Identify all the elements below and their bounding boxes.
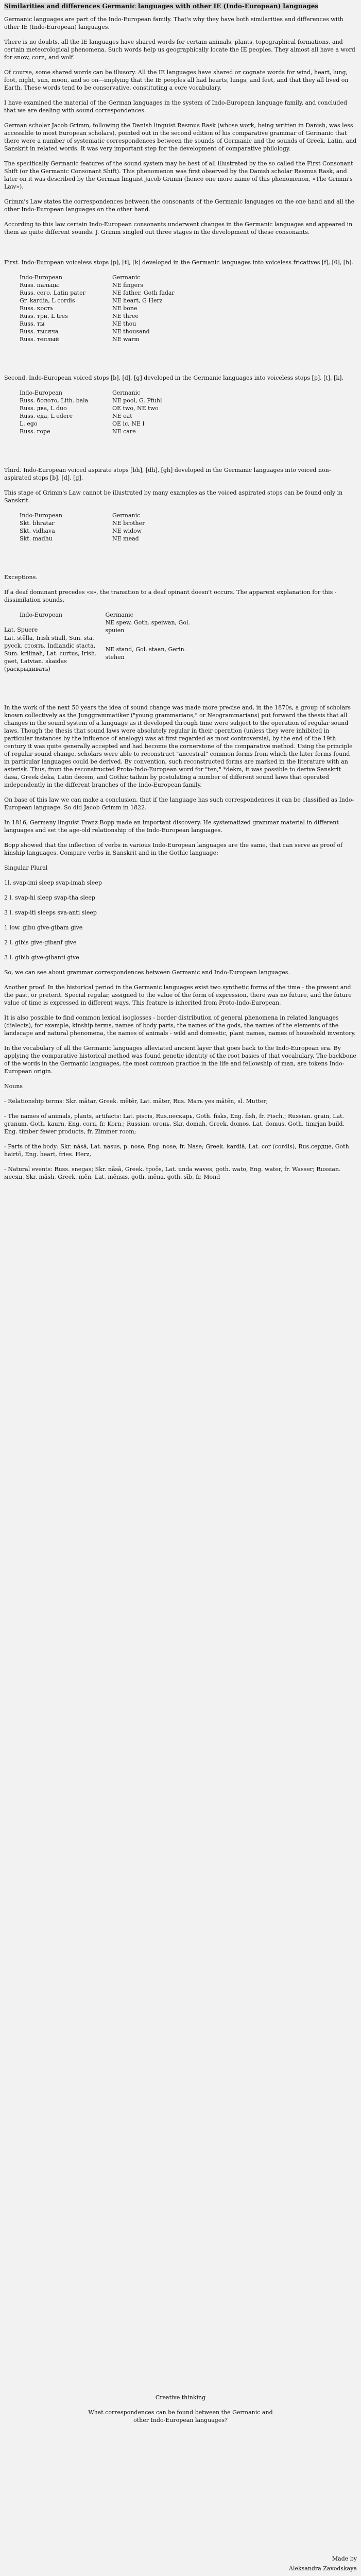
table-row: Russ. еда, L edere NE eat xyxy=(20,413,132,419)
conjugation-line: 3 l. svap-iti sleeps sva-anti sleep xyxy=(4,909,97,916)
table-row: Russ. два, L duo OE two, NE two xyxy=(20,405,159,412)
table-row: Skt. vidhava NE widow xyxy=(20,528,142,534)
table-row: Russ. горе NE care xyxy=(20,428,136,435)
table-row: Skt. madhu NE mead xyxy=(20,535,139,542)
first-stage-table xyxy=(4,274,215,343)
intro-paragraph: German scholar Jacob Grimm, following the Danish linguist Rasmus Rask (whose work, being written in Danish, was less accessible to most European scholars), pointed out in the second edition of his comparative grammar of Germanic that there were a number of systematic correspondences between the sounds of Germanic and the sounds of Greek, Latin, and Sanskrit in related words. It was very important step for the development of comparative philology. xyxy=(4,122,357,152)
exceptions-table xyxy=(4,611,200,673)
table-row: Gr. kardia, L cordis NE heart, G Herz xyxy=(20,297,163,304)
intro-paragraph: The specifically Germanic features of the sound system may be best of all illustrated by the so called the First Consonant Shift (or the Germanic Consonant Shift). This phenomenon was first observed by the Danish scholar Rasmus Rask, and later on it was described by the German linguist Jacob Grimm (hence one more name of this phenomenon, «The Grimm's Law»). xyxy=(4,160,353,190)
nouns-heading: Nouns xyxy=(4,1083,23,1090)
body-paragraph: So, we can see about grammar correspondences between Germanic and Indo-European languages. xyxy=(4,969,290,976)
table-row: Russ. три, L tres NE three xyxy=(20,313,139,319)
author-name: Aleksandra Zavodskaya xyxy=(289,2565,357,2572)
body-paragraph: In the work of the next 50 years the idea of sound change was made more precise and, in the 1870s, a group of scholars known collectively as the Junggrammatiker ("young grammarians," or Neogrammarians) put forward the thesis that all changes in the sound system of a language as it developed through time were subject to the operation of regular sound laws. Though the thesis that sound laws were absolutely regular in their operation (unless they were inhibited in particular instances by the influence of analogy) was at first regarded as most controversial, by the end of the 19th century it was quite generally accepted and had become the cornerstone of the comparative method. Using the principle of regular sound change, scholars were able to reconstruct "ancestral" common forms from which the later forms found in particular languages could be derived. By convention, such reconstructed forms are marked in the literature with an asterisk. Thus, from the reconstructed Proto-Indo-European word for "ten," *dekm, it was possible to derive Sanskrit dasa, Greek deka, Latin decem, and Gothic taihun by postulating a number of different sound laws that operated independently in the different branches of the Indo-European family. xyxy=(4,704,353,788)
conjugation-line: 1 low. gibu give-gibam give xyxy=(4,924,83,931)
first-stage-lead: First. Indo-European voiceless stops [p], [t], [k] developed in the Germanic languages into voiceless fricatives [f], [θ], [h]. xyxy=(4,259,353,266)
intro-paragraph: There is no doubts, all the IE languages have shared words for certain animals, plants, topographical formations, and certain meteorological phenomena. Such words help us geographically locate the IE peoples. They almost all have a word for snow, corn, and wolf. xyxy=(4,39,355,61)
document-title: Similarities and differences Germanic languages with other IE (Indo-European) languages xyxy=(4,3,319,10)
table-row: Russ. тысяча NE thousand xyxy=(20,328,150,335)
exceptions-lead: If a deaf dominant precedes «s», the transition to a deaf opinant doesn't occurs. The apparent explanation for this - dissimilation sounds. xyxy=(4,589,337,603)
table-header-germanic: Germanic xyxy=(105,612,133,618)
table-header-germanic: Germanic xyxy=(112,274,141,281)
table-header-row xyxy=(4,611,200,619)
body-paragraph: Another proof. In the historical period in the Germanic languages exist two synthetic forms of the time - the present and the past, or preterit. Special regular, assigned to the value of the form of expression, there was no future, and the future value of time is expressed in different ways. This feature is inherited from Proto-Indo-European. xyxy=(4,984,352,1006)
intro-paragraph: I have examined the material of the German languages in the system of Indo-European language family, and concluded that we are dealing with sound correspondences. xyxy=(4,99,347,114)
table-row: L. ego OE ic, NE I xyxy=(20,420,145,427)
body-paragraph: It is also possible to find common lexical isoglosses - border distribution of general phenomena in related languages (dialects), for example, kinship terms, names of body parts, the names of the gods, the names of the elements of the landscape and natural phenomena, the names of animals - wild and domestic, plant names, names of household inventory. xyxy=(4,1014,356,1037)
intro-paragraph: Of course, some shared words can be illusory. All the IE languages have shared or cognate words for wind, heart, lung, foot, night, sun, moon, and so on—implying that the IE peoples all had hearts, lungs, and feet, and that they all lived on Earth. These words tend to be conservative, constituting a core vocabulary. xyxy=(4,69,349,91)
nouns-list-item: - Natural events: Russ. snegas; Skr. nāsā, Greek. tpoōs, Lat. unda waves, goth. wato, Eng. water, fr. Wasser; Russian. месяц, Skr. māsh, Greek. mēn, Lat. mēnsis, goth. mēna, goth. sīb, fr. Mond xyxy=(4,1166,341,1180)
made-by-label: Made by xyxy=(332,2555,357,2562)
body-paragraph: On base of this law we can make a conclusion, that if the language has such correspondences it can be classified as Indo-European language. So did Jacob Grimm in 1822. xyxy=(4,796,354,811)
table-header-ie: Indo-European xyxy=(20,512,62,519)
conjugation-line: 3 l. gibib give-gibanti give xyxy=(4,954,79,961)
nouns-list-item: - The names of animals, plants, artifacts: Lat. piscis, Rus.пескарь, Goth. fisks, Eng. fish, fr. Fisch,; Russian. grain, Lat. granum, Goth. kaurn, Eng. corn, fr. Korn,; Russian. огонь, Skr. domah, Greek. domos, Lat. domus, Goth. timrjan build, Eng. timber fewer products, fr. Zimmer room; xyxy=(4,1113,345,1135)
table-row: Russ. пальцы NE fingers xyxy=(20,282,144,289)
creative-thinking-question: What correspondences can be found between the Germanic and other Indo-European languages? xyxy=(88,2409,273,2424)
intro-paragraph: According to this law certain Indo-European consonants underwent changes in the Germanic languages and appeared in them as quite different sounds. J. Grimm singled out three stages in the development of these consonants. xyxy=(4,221,353,235)
nouns-list-item: - Relationship terms: Skr. mātar, Greek. mētēr, Lat. māter, Rus. Мать yes mātēn, sl. Mutter; xyxy=(4,1098,268,1105)
conjugation-line: 1l. svap-imi sleep svap-imah sleep xyxy=(4,879,102,886)
table-row: Lat. Spuere NE spew, Goth. speiwan, Gol. spuien xyxy=(4,619,190,634)
table-header-germanic: Germanic xyxy=(112,389,141,396)
conjugation-line: 2 l. gibis give-gibanf give xyxy=(4,939,77,946)
table-header-ie: Indo-European xyxy=(20,389,62,396)
table-header-germanic: Germanic xyxy=(112,512,141,519)
table-row: Russ. теплый NE warm xyxy=(20,336,140,343)
third-stage-table xyxy=(4,512,215,543)
table-row: Lat. stēlla, Irish stiall, Sun. sta, pycck. стоять, Indiandic stacta, Sum. krilinah, Lat. curtus, Irish. gaet, Latvian. skaidas (раскрыдивать) NE stand, Gol. staan, Gerin. stehen xyxy=(4,635,186,672)
table-header-row xyxy=(4,274,215,281)
body-paragraph: Bopp showed that the inflection of verbs in various Indo-European languages are the same, that can serve as proof of kinship languages. Compare verbs in Sanskrit and in the Gothic language: xyxy=(4,842,343,856)
table-row: Skt. bhratar NE brother xyxy=(20,520,145,527)
second-stage-table xyxy=(4,389,215,435)
table-header-ie: Indo-European xyxy=(20,274,62,281)
third-stage-lead: Third. Indo-European voiced aspirate stops [bh], [dh], [gh] developed in the Germanic languages into voiced non-aspirated stops [b], [d], [g]. xyxy=(4,467,331,481)
exceptions-title: Exceptions. xyxy=(4,574,38,581)
table-header-ie: Indo-European xyxy=(20,612,62,618)
intro-paragraph: Grimm's Law states the correspondences between the consonants of the Germanic languages on the one hand and all the other Indo-European languages on the other hand. xyxy=(4,198,355,213)
nouns-list-item: - Parts of the body: Skr. nāsā, Lat. nasus, p. nose, Eng. nose, fr. Nase; Greek. kardiā, Lat. cor (cordis), Rus.сердце, Goth. hairtō, Eng. heart, fries. Herz, xyxy=(4,1143,351,1158)
table-row: Russ. болото, Lith. bala NE pool, G. Pfuhl xyxy=(20,397,162,404)
body-paragraph: In the vocabulary of all the Germanic languages alleviated ancient layer that goes back to the Indo-European era. By applying the comparative historical method was found genetic identity of the root basics of that vocabulary. The backbone of the words in the Germanic languages, the most common practice in the life and fellowship of man, are tokens Indo-European origin. xyxy=(4,1045,356,1075)
table-header-row xyxy=(4,389,215,397)
singular-plural-title: Singular Plural xyxy=(4,865,48,871)
table-row: Russ. ты NE thou xyxy=(20,320,136,327)
table-row: Russ. кость NE bone xyxy=(20,305,137,312)
body-paragraph: In 1816, Germany linguist Franz Bopp made an important discovery. He systematized grammar material in different languages and set the age-old relationship of the Indo-European languages. xyxy=(4,819,339,834)
third-stage-note: This stage of Grimm's Law cannot be illustrated by many examples as the voiced aspirated stops can be found only in Sanskrit. xyxy=(4,489,343,504)
table-row: Russ. сего, Latin pater NE father, Goth fadar xyxy=(20,290,175,296)
table-header-row xyxy=(4,512,215,519)
intro-paragraph: Germanic languages are part of the Indo-European family. That's why they have both similarities and differences with other IE (Indo-European) languages. xyxy=(4,16,343,30)
second-stage-lead: Second. Indo-European voiced stops [b], [d], [g] developed in the Germanic languages into voiceless stops [p], [t], [k]. xyxy=(4,375,343,381)
creative-thinking-label: Creative thinking xyxy=(155,2394,206,2401)
conjugation-line: 2 l. svap-hi sleep svap-tha sleep xyxy=(4,894,95,901)
